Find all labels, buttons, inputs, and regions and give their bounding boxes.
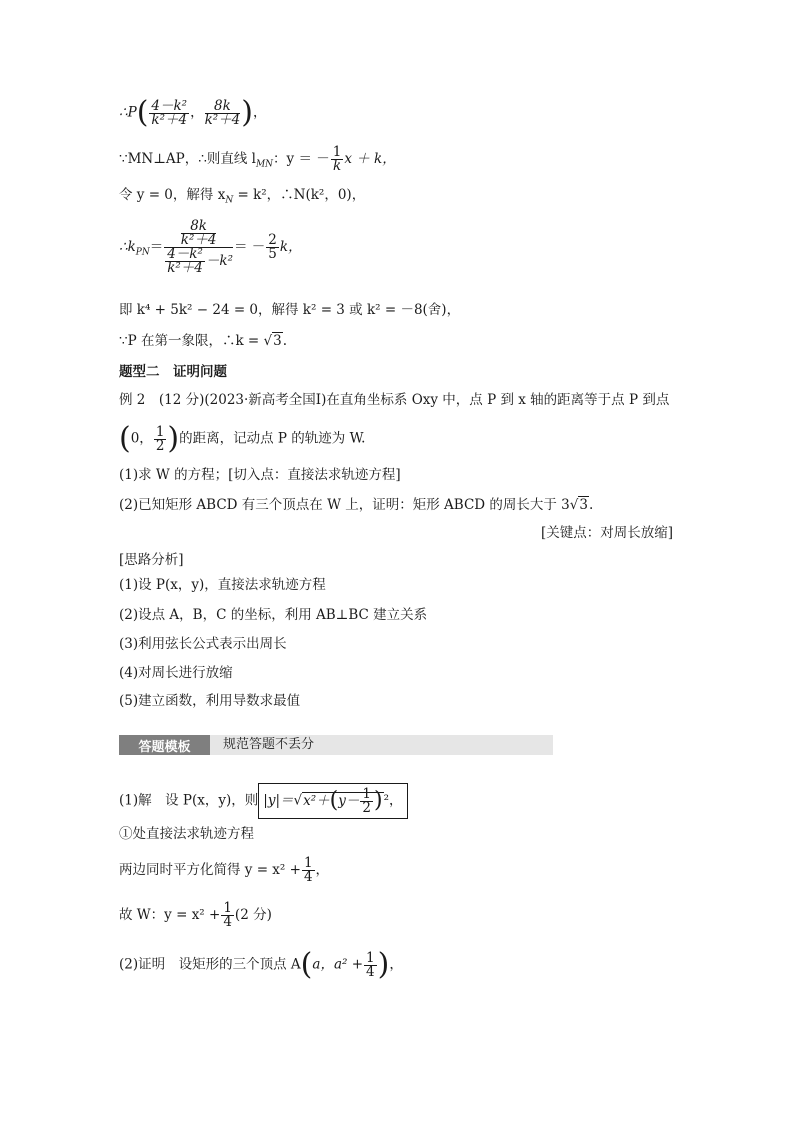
- line-first-quadrant: ∵P 在第一象限，∴k = √3.: [119, 333, 288, 349]
- line-point-p: ∴P( $\frac{\text{4－k²}}{\text{k²＋4}}$ ， $\frac{8k}{\text{k²＋4}}$ )，: [119, 95, 267, 130]
- fraction: $\frac{8k}{\text{k²＋4}}$: [204, 97, 241, 128]
- fraction: $\frac{1}{4}$: [223, 900, 232, 930]
- solution-part-1: (1)解 设 P(x，y)，则 |y|＝√x²＋(y－ $\frac{1}{2}$ )²，: [119, 783, 408, 819]
- fraction: $\frac{1}{4}$: [303, 855, 313, 885]
- fraction: $\frac{1}{k}$: [332, 144, 342, 174]
- line-solve-xn: 令 y = 0，解得 $x_N = k^2$，∴N(k²，0)，: [119, 187, 366, 206]
- analysis-step-3: (3)利用弦长公式表示出周长: [119, 636, 287, 652]
- analysis-step-5: (5)建立函数，利用导数求最值: [119, 693, 301, 709]
- analysis-step-2: (2)设点 A，B，C 的坐标，利用 AB⊥BC 建立关系: [119, 607, 428, 623]
- template-bar: [119, 735, 553, 755]
- compound-fraction: $\frac{8k}{\text{k²＋4}}$ $\frac{\text{4－k²}}{\text{k²＋4}}$ －k²: [164, 220, 233, 275]
- template-bar-label: 答题模板: [119, 735, 210, 755]
- solution-part-2: (2)证明 设矩形的三个顶点 A(a，a² + $\frac{1}{4}$ )，: [119, 947, 403, 982]
- fraction: $\frac{2}{5}$: [268, 232, 277, 262]
- paren-right: ): [241, 95, 253, 130]
- line-k-pn: $\therefore k_{PN}=$ $\frac{8k}{\text{k²＋4}}$ $\frac{\text{4－k²}}{\text{k²＋4}}$ －k² ＝ － $\frac{2}{5}$ k，: [119, 218, 302, 276]
- boxed-formula: |y|＝√x²＋(y－ $\frac{1}{2}$ )²，: [258, 783, 407, 819]
- question-2: (2)已知矩形 ABCD 有三个顶点在 W 上，证明：矩形 ABCD 的周长大于 3√3.: [119, 497, 594, 513]
- example-statement: 例 2 (12 分)(2023·新高考全国Ⅰ)在直角坐标系 Oxy 中，点 P 到 x 轴的距离等于点 P 到点: [119, 392, 670, 408]
- analysis-heading: [思路分析]: [119, 552, 184, 568]
- template-bar-subtitle: 规范答题不丢分: [223, 737, 315, 752]
- example-statement-cont: (0， $\frac{1}{2}$ )的距离，记动点 P 的轨迹为 W.: [119, 421, 366, 456]
- line-quartic: 即 k⁴ + 5k² − 24 = 0，解得 k² = 3 或 k² = －8(舍)，: [119, 302, 461, 318]
- section-heading: 题型二 证明问题: [119, 364, 227, 380]
- line-w-equation: 故 W：y = x² + $\frac{1}{4}$ (2 分): [119, 900, 272, 930]
- annotation-1: ①处直接法求轨迹方程: [119, 826, 254, 842]
- fraction: $\frac{1}{2}$: [155, 423, 165, 454]
- sqrt: √3: [263, 333, 282, 349]
- sqrt: √3: [569, 497, 588, 513]
- text-segment: ∴P: [119, 104, 137, 121]
- paren-left: (: [136, 95, 149, 130]
- key-point-note: [关键点：对周长放缩]: [540, 525, 673, 541]
- line-mn-perp: ∵MN⊥AP，∴则直线 $l_{MN}$：y ＝ － $\frac{1}{k}$ x ＋ k，: [119, 144, 396, 174]
- line-simplify: 两边同时平方化简得 y = x² + $\frac{1}{4}$ ，: [119, 855, 330, 885]
- analysis-step-1: (1)设 P(x，y)，直接法求轨迹方程: [119, 577, 326, 593]
- analysis-step-4: (4)对周长进行放缩: [119, 665, 233, 681]
- question-1: (1)求 W 的方程；[切入点：直接法求轨迹方程]: [119, 467, 401, 483]
- fraction: $\frac{1}{4}$: [366, 949, 375, 980]
- fraction: $\frac{\text{4－k²}}{\text{k²＋4}}$: [151, 97, 188, 128]
